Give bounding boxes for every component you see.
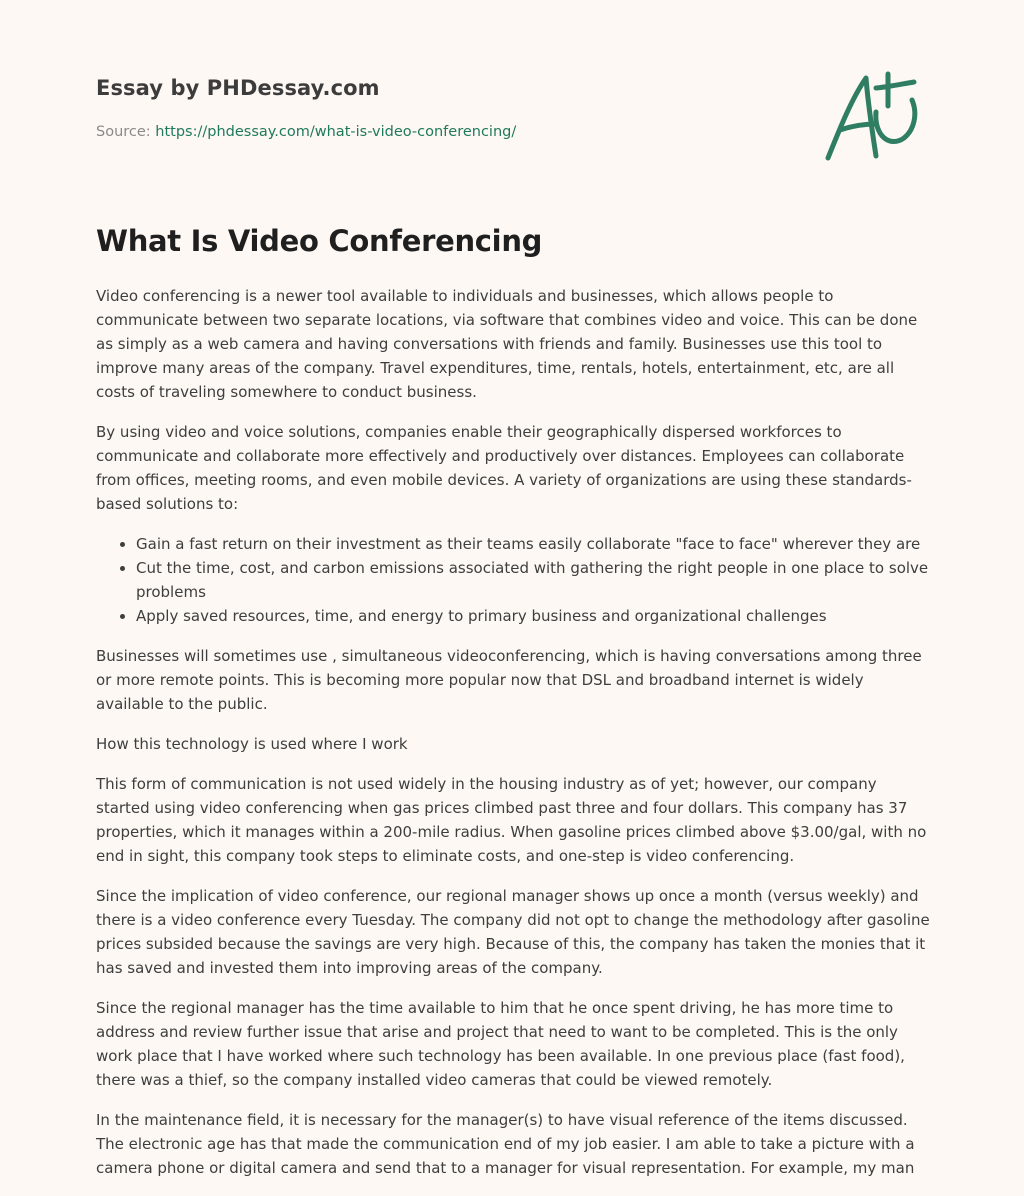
- paragraph: Since the regional manager has the time available to him that he once spent driving, he has more time to address and review further issue that arise and project that need to want to be completed. This is the only work place that I have worked where such technology has been available. In one previous place (fast food), there was a thief, so the company installed video cameras that could be viewed remotely.: [96, 999, 905, 1089]
- paragraph: Since the implication of video conference, our regional manager shows up once a month (versus weekly) and there is a video conference every Tuesday. The company did not opt to change the methodology after gasoline prices subsided because the savings are very high. Because of this, the company has taken the monies that it has saved and invested them into improving areas of the company.: [96, 887, 930, 977]
- paragraph: This form of communication is not used widely in the housing industry as of yet; however, our company started using video conferencing when gas prices climbed past three and four dollars. This company has 37 properties, which it manages within a 200-mile radius. When gasoline prices climbed above $3.00/gal, with no end in sight, this company took steps to eliminate costs, and one-step is video conferencing.: [96, 775, 927, 865]
- a-plus-logo-icon: [818, 66, 928, 166]
- source-line: [96, 124, 516, 140]
- bullet-list: [96, 532, 932, 628]
- essay-body: [96, 284, 932, 1196]
- paragraph: Businesses will sometimes use , simultaneous videoconferencing, which is having conversations among three or more remote points. This is becoming more popular now that DSL and broadband internet is widely available to the public.: [96, 647, 922, 713]
- list-item: • Cut the time, cost, and carbon emissions associated with gathering the right people in one place to solve problems: [136, 556, 932, 604]
- list-item: • Gain a fast return on their investment as their teams easily collaborate "face to face" wherever they are: [136, 532, 932, 556]
- essay-title: What Is Video Conferencing: [96, 224, 543, 258]
- source-label: Source:: [96, 124, 151, 140]
- source-link[interactable]: https://phdessay.com/what-is-video-conferencing/: [155, 124, 517, 140]
- list-item: • Apply saved resources, time, and energy to primary business and organizational challenges: [136, 604, 932, 628]
- paragraph: In the maintenance field, it is necessary for the manager(s) to have visual reference of the items discussed. The electronic age has that made the communication end of my job easier. I am able to take a picture with a camera phone or digital camera and send that to a manager for visual representation. For example, my man: [96, 1111, 915, 1177]
- paragraph: How this technology is used where I work: [96, 735, 408, 753]
- paragraph: By using video and voice solutions, companies enable their geographically dispersed workforces to communicate and collaborate more effectively and productively over distances. Employees can collaborate from offices, meeting rooms, and even mobile devices. A variety of organizations are using these standards-based solutions to:: [96, 423, 912, 513]
- site-brand: Essay by PHDessay.com: [96, 76, 380, 100]
- paragraph: Video conferencing is a newer tool available to individuals and businesses, which allows people to communicate between two separate locations, via software that combines video and voice. This can be done as simply as a web camera and having conversations with friends and family. Businesses use this tool to improve many areas of the company. Travel expenditures, time, rentals, hotels, entertainment, etc, are all costs of traveling somewhere to conduct business.: [96, 287, 918, 401]
